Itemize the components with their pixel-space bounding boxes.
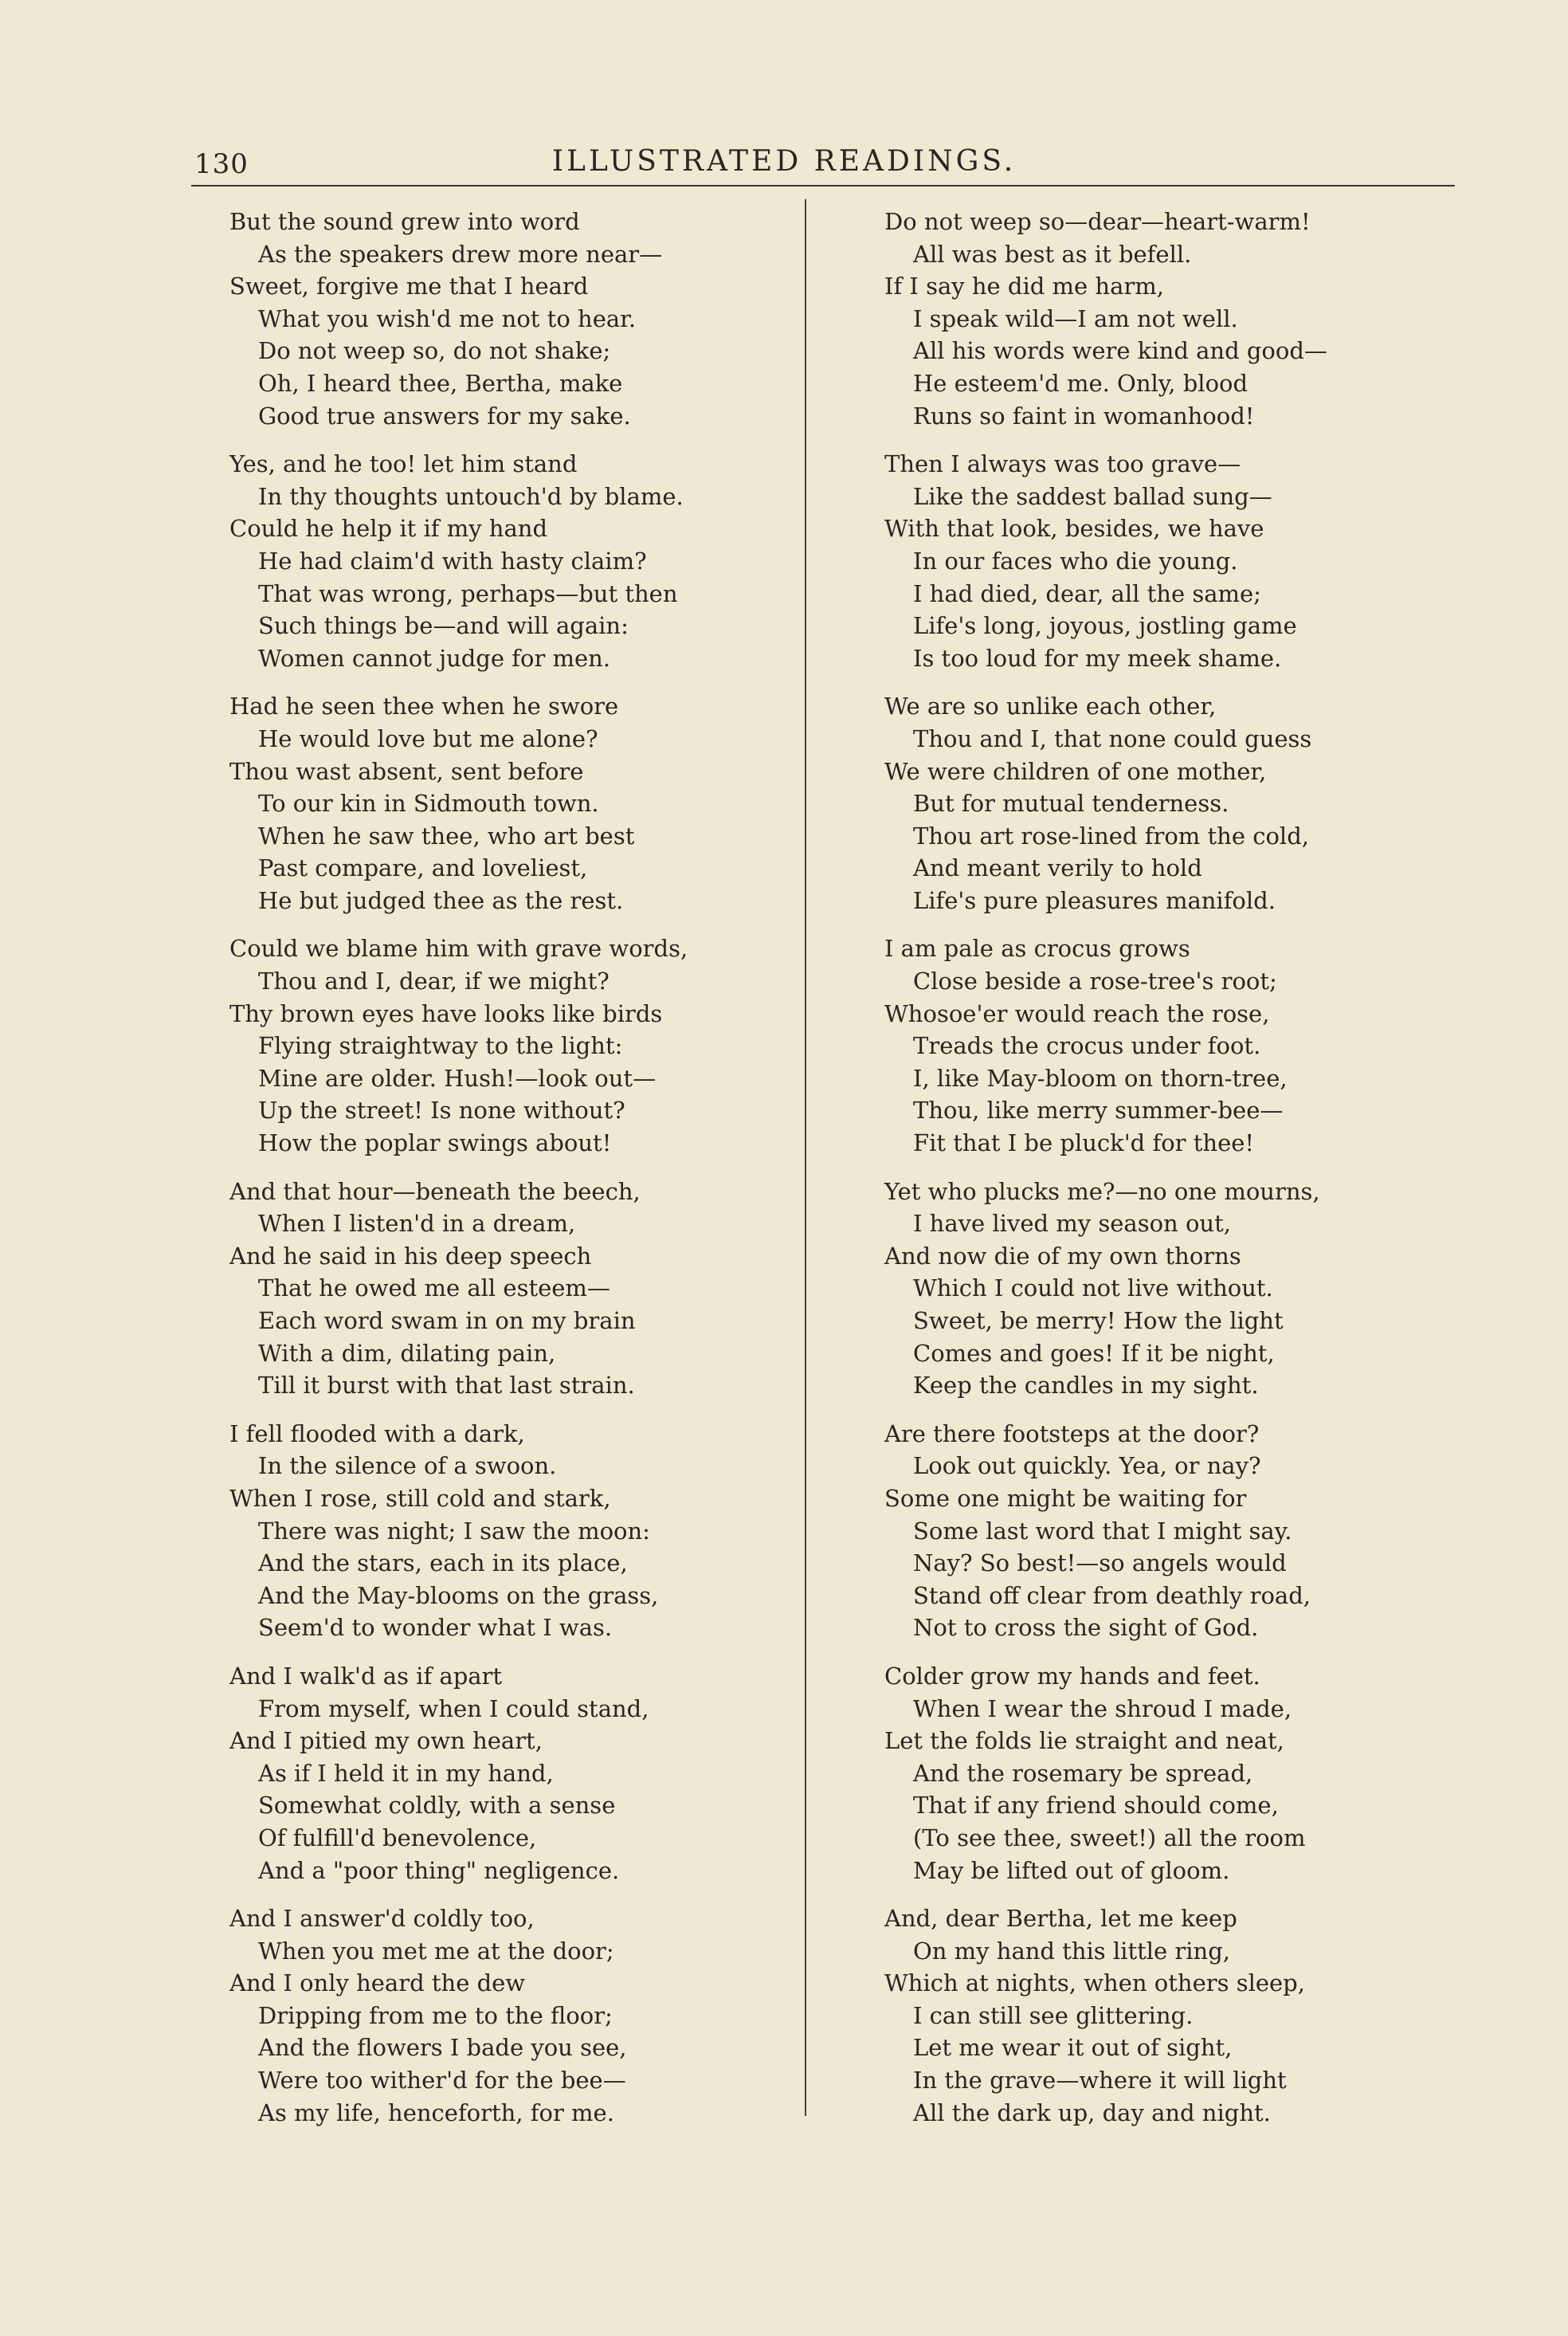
verse-line: And the rosemary be spread, [913, 1759, 1253, 1787]
verse-line: As the speakers drew more near— [258, 240, 663, 268]
verse-line: Keep the candles in my sight. [913, 1372, 1259, 1400]
verse-line: Thou and I, dear, if we might? [258, 968, 610, 995]
verse-line: Sweet, be merry! How the light [913, 1307, 1284, 1334]
verse-line: Thou, like merry summer-bee— [913, 1097, 1284, 1125]
stanza [884, 1902, 1490, 2129]
stanza [884, 206, 1490, 432]
verse-line: I had died, dear, all the same; [913, 579, 1261, 607]
verse-line: That was wrong, perhaps—but then [258, 579, 678, 607]
verse-line: I speak wild—I am not well. [913, 304, 1238, 332]
verse-line: Treads the crocus under foot. [913, 1032, 1261, 1060]
verse-line: And I pitied my own heart, [229, 1727, 543, 1755]
verse-line: Yet who plucks me?—no one mourns, [884, 1177, 1320, 1205]
verse-line: If I say he did me harm, [884, 273, 1164, 300]
verse-line: All was best as it befell. [913, 240, 1192, 268]
verse-line: Stand off clear from deathly road, [913, 1581, 1311, 1609]
verse-line: To our kin in Sidmouth town. [258, 790, 599, 818]
verse-line: That if any friend should come, [913, 1792, 1279, 1820]
verse-line: Up the street! Is none without? [258, 1097, 625, 1125]
verse-line: When I listen'd in a dream, [258, 1210, 576, 1238]
verse-line: There was night; I saw the moon: [258, 1517, 650, 1545]
verse-line: I have lived my season out, [913, 1210, 1231, 1238]
stanza [884, 932, 1490, 1159]
stanza [229, 1418, 835, 1644]
verse-line: Life's long, joyous, jostling game [913, 612, 1297, 640]
verse-line: Look out quickly. Yea, or nay? [913, 1452, 1261, 1480]
verse-line: Past compare, and loveliest, [258, 854, 588, 882]
verse-line: Good true answers for my sake. [258, 402, 631, 430]
verse-line: I can still see glittering. [913, 2001, 1194, 2029]
stanza [884, 448, 1490, 674]
stanza [884, 1176, 1490, 1402]
stanza [884, 690, 1490, 917]
verse-line: He but judged thee as the rest. [258, 886, 624, 914]
verse-line: Are there footsteps at the door? [884, 1419, 1260, 1447]
verse-line: From myself, when I could stand, [258, 1694, 649, 1722]
stanza [229, 448, 835, 674]
verse-line: Sweet, forgive me that I heard [229, 273, 589, 300]
verse-line: And the May-blooms on the grass, [258, 1581, 659, 1609]
stanza [884, 1660, 1490, 1886]
verse-line: Then I always was too grave— [884, 450, 1241, 478]
verse-line: Dripping from me to the floor; [258, 2001, 613, 2029]
verse-line: With that look, besides, we have [884, 515, 1264, 543]
verse-line: In the silence of a swoon. [258, 1452, 557, 1480]
verse-line: As if I held it in my hand, [258, 1759, 554, 1787]
verse-line: Is too loud for my meek shame. [913, 644, 1282, 672]
verse-line: Do not weep so—dear—heart-warm! [884, 208, 1311, 235]
verse-line: Whosoe'er would reach the rose, [884, 999, 1270, 1027]
verse-line: Let the folds lie straight and neat, [884, 1727, 1284, 1755]
poem-column-right [884, 206, 1490, 2145]
verse-line: Nay? So best!—so angels would [913, 1549, 1287, 1577]
verse-line: Like the saddest ballad sung— [913, 482, 1272, 510]
verse-line: And I only heard the dew [229, 1969, 526, 1997]
verse-line: On my hand this little ring, [913, 1937, 1231, 1965]
stanza [229, 1660, 835, 1886]
verse-line: When you met me at the door; [258, 1937, 614, 1965]
poem-column-left [229, 206, 835, 2145]
verse-line: I, like May-bloom on thorn-tree, [913, 1064, 1288, 1092]
page-number: 130 [194, 148, 249, 180]
verse-line: Comes and goes! If it be night, [913, 1339, 1275, 1367]
verse-line: Oh, I heard thee, Bertha, make [258, 369, 623, 397]
verse-line: Not to cross the sight of God. [913, 1614, 1259, 1642]
verse-line: And now die of my own thorns [884, 1242, 1241, 1270]
verse-line: With a dim, dilating pain, [258, 1339, 556, 1367]
verse-line: Could he help it if my hand [229, 515, 548, 543]
verse-line: That he owed me all esteem— [258, 1274, 610, 1302]
verse-line: All the dark up, day and night. [913, 2098, 1271, 2126]
verse-line: Had he seen thee when he swore [229, 693, 619, 720]
verse-line: And the flowers I bade you see, [258, 2034, 627, 2062]
verse-line: He had claim'd with hasty claim? [258, 547, 647, 575]
verse-line: He would love but me alone? [258, 724, 598, 752]
stanza [229, 206, 835, 432]
verse-line: In thy thoughts untouch'd by blame. [258, 482, 684, 510]
verse-line: All his words were kind and good— [913, 337, 1327, 365]
verse-line: Thou art rose-lined from the cold, [913, 822, 1309, 850]
verse-line: When I rose, still cold and stark, [229, 1484, 611, 1512]
verse-line: Till it burst with that last strain. [258, 1372, 635, 1400]
verse-line: But the sound grew into word [229, 208, 580, 235]
verse-line: Thou wast absent, sent before [229, 757, 584, 785]
verse-line: And I walk'd as if apart [229, 1662, 503, 1690]
verse-line: Life's pure pleasures manifold. [913, 886, 1276, 914]
verse-line: And the stars, each in its place, [258, 1549, 628, 1577]
verse-line: Somewhat coldly, with a sense [258, 1792, 616, 1820]
running-title: ILLUSTRATED READINGS. [551, 145, 1017, 178]
verse-line: And, dear Bertha, let me keep [884, 1905, 1237, 1933]
verse-line: Such things be—and will again: [258, 612, 629, 640]
verse-line: Do not weep so, do not shake; [258, 337, 611, 365]
verse-line: In our faces who die young. [913, 547, 1238, 575]
header-rule [191, 185, 1455, 186]
verse-line: Fit that I be pluck'd for thee! [913, 1129, 1255, 1157]
verse-line: Yes, and he too! let him stand [229, 450, 578, 478]
verse-line: What you wish'd me not to hear. [258, 304, 637, 332]
verse-line: Flying straightway to the light: [258, 1032, 623, 1060]
stanza [229, 1902, 835, 2129]
verse-line: And a "poor thing" negligence. [258, 1856, 620, 1884]
verse-line: When I wear the shroud I made, [913, 1694, 1292, 1722]
verse-line: Of fulfill'd benevolence, [258, 1824, 537, 1851]
verse-line: We are so unlike each other, [884, 693, 1217, 720]
verse-line: I am pale as crocus grows [884, 935, 1190, 963]
verse-line: Each word swam in on my brain [258, 1307, 636, 1334]
verse-line: Thy brown eyes have looks like birds [229, 999, 663, 1027]
verse-line: How the poplar swings about! [258, 1129, 612, 1157]
verse-line: And meant verily to hold [913, 854, 1202, 882]
verse-line: Some last word that I might say. [913, 1517, 1292, 1545]
verse-line: He esteem'd me. Only, blood [913, 369, 1249, 397]
verse-line: But for mutual tenderness. [913, 790, 1229, 818]
verse-line: And that hour—beneath the beech, [229, 1177, 641, 1205]
stanza [229, 1176, 835, 1402]
verse-line: Some one might be waiting for [884, 1484, 1247, 1512]
verse-line: Let me wear it out of sight, [913, 2034, 1233, 2062]
verse-line: Close beside a rose-tree's root; [913, 968, 1277, 995]
verse-line: Runs so faint in womanhood! [913, 402, 1255, 430]
verse-line: Seem'd to wonder what I was. [258, 1614, 613, 1642]
verse-line: Colder grow my hands and feet. [884, 1662, 1260, 1690]
verse-line: (To see thee, sweet!) all the room [913, 1824, 1306, 1851]
stanza [229, 932, 835, 1159]
verse-line: May be lifted out of gloom. [913, 1856, 1230, 1884]
verse-line: Thou and I, that none could guess [913, 724, 1312, 752]
verse-line: And I answer'd coldly too, [229, 1905, 535, 1933]
verse-line: We were children of one mother, [884, 757, 1267, 785]
stanza [229, 690, 835, 917]
verse-line: Were too wither'd for the bee— [258, 2067, 626, 2095]
stanza [884, 1418, 1490, 1644]
verse-line: Mine are older. Hush!—look out— [258, 1064, 657, 1092]
verse-line: As my life, henceforth, for me. [258, 2098, 614, 2126]
verse-line: When he saw thee, who art best [258, 822, 635, 850]
verse-line: Women cannot judge for men. [258, 644, 611, 672]
verse-line: Could we blame him with grave words, [229, 935, 688, 963]
verse-line: Which at nights, when others sleep, [884, 1969, 1305, 1997]
verse-line: I fell flooded with a dark, [229, 1419, 525, 1447]
verse-line: And he said in his deep speech [229, 1242, 592, 1270]
verse-line: Which I could not live without. [913, 1274, 1273, 1302]
verse-line: In the grave—where it will light [913, 2067, 1287, 2095]
